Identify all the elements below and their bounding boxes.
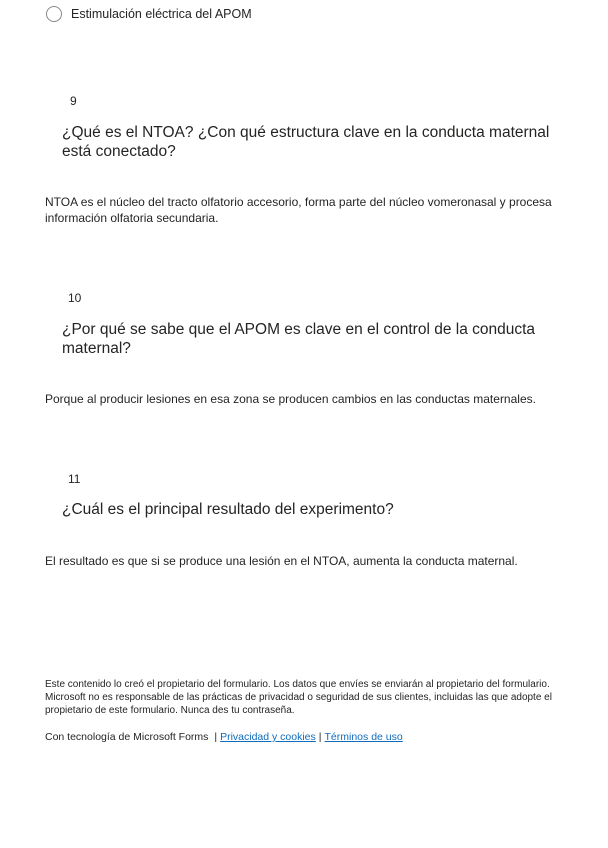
answer-text: NTOA es el núcleo del tracto olfatorio accesorio, forma parte del núcleo vomeronasal y procesa información olfatoria secundaria.: [45, 195, 552, 225]
privacy-link[interactable]: Privacidad y cookies: [220, 731, 316, 743]
question-number: 11: [68, 472, 81, 486]
question-title: ¿Cuál es el principal resultado del experimento?: [62, 501, 394, 518]
terms-link[interactable]: Términos de uso: [324, 731, 403, 743]
separator: |: [214, 731, 218, 743]
answer-text: El resultado es que si se produce una lesión en el NTOA, aumenta la conducta maternal.: [45, 554, 518, 568]
powered-by-text: Con tecnología de Microsoft Forms: [45, 731, 209, 743]
answer-text: Porque al producir lesiones en esa zona se producen cambios en las conductas maternales.: [45, 392, 536, 406]
radio-option-label: Estimulación eléctrica del APOM: [71, 7, 252, 21]
question-title: ¿Qué es el NTOA? ¿Con qué estructura clave en la conducta maternal está conectado?: [62, 124, 550, 160]
question-title: ¿Por qué se sabe que el APOM es clave en el control de la conducta maternal?: [62, 321, 536, 357]
radio-option-apom[interactable]: [46, 5, 252, 23]
question-number: 9: [70, 94, 77, 108]
footer-links: [45, 730, 403, 744]
radio-button-icon[interactable]: [46, 6, 62, 22]
separator: |: [318, 731, 322, 743]
footer-disclaimer: Este contenido lo creó el propietario del formulario. Los datos que envíes se enviarán al propietario del formulario. Microsoft no es responsable de las prácticas de privacidad o seguridad de sus clientes, incluidas las que adopte el propietario de este formulario. Nunca des tu contraseña.: [45, 679, 552, 717]
question-number: 10: [68, 291, 82, 305]
